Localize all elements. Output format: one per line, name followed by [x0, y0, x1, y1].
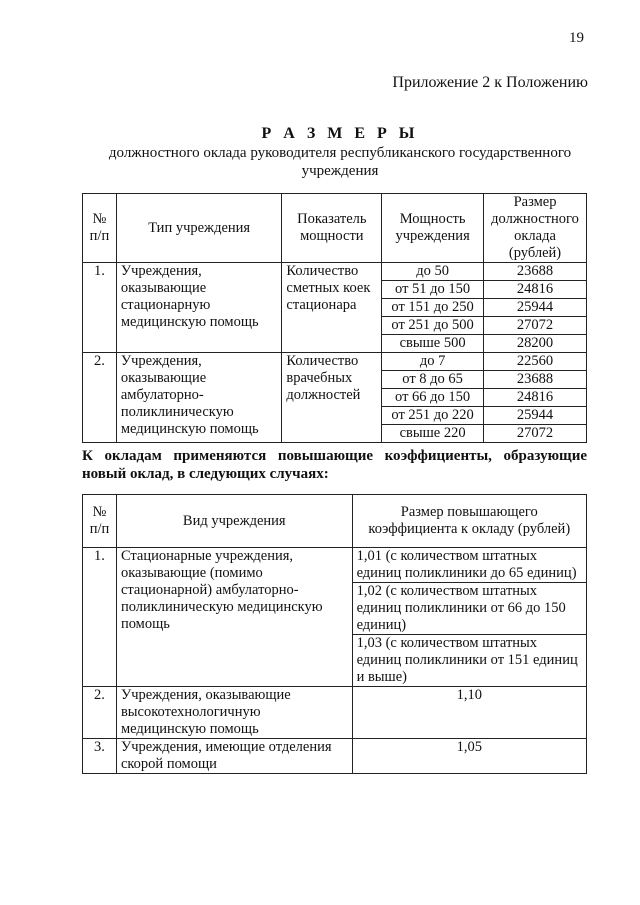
salary-value: 27072 [484, 317, 587, 335]
subtitle-line-2: учреждения [301, 163, 379, 179]
header-coefficient: Размер повышающего коэффициента к окладу (рублей) [352, 495, 586, 548]
coefficient-value: 1,01 (с количеством штатных единиц поликлиники до 65 единиц) [352, 548, 586, 583]
salary-value: 23688 [484, 371, 587, 389]
institution-kind: Стационарные учреждения, оказывающие (помимо стационарной) амбулаторно-поликлиническую медицинскую помощь [116, 548, 352, 687]
capacity-range: до 50 [382, 263, 484, 281]
institution-kind: Учреждения, оказывающие высокотехнологичную медицинскую помощь [116, 687, 352, 739]
table-row [83, 739, 587, 774]
header-capacity: Мощность учреждения [382, 194, 484, 263]
salary-table [82, 193, 587, 443]
capacity-range: свыше 220 [382, 425, 484, 443]
coefficient-note: К окладам применяются повышающие коэффициенты, образующие новый оклад, в следующих случаях: [82, 448, 587, 482]
table-row [83, 263, 587, 281]
coefficient-value: 1,05 [352, 739, 586, 774]
institution-type: Учреждения, оказывающие амбулаторно-поликлиническую медицинскую помощь [116, 353, 282, 443]
salary-value: 24816 [484, 389, 587, 407]
salary-value: 22560 [484, 353, 587, 371]
capacity-range: от 251 до 220 [382, 407, 484, 425]
capacity-range: от 8 до 65 [382, 371, 484, 389]
capacity-range: от 151 до 250 [382, 299, 484, 317]
salary-value: 28200 [484, 335, 587, 353]
salary-table-header [83, 194, 587, 263]
row-num: 2. [83, 353, 117, 443]
table-row [83, 353, 587, 371]
capacity-indicator: Количество врачебных должностей [282, 353, 382, 443]
capacity-range: от 51 до 150 [382, 281, 484, 299]
coefficient-value: 1,02 (с количеством штатных единиц поликлиники от 66 до 150 единиц) [352, 583, 586, 635]
title-block [60, 124, 620, 180]
subtitle-line-1: должностного оклада руководителя республиканского государственного [108, 145, 572, 161]
row-num: 2. [83, 687, 117, 739]
salary-value: 25944 [484, 299, 587, 317]
header-salary: Размер должностного оклада (рублей) [484, 194, 587, 263]
row-num: 3. [83, 739, 117, 774]
institution-kind: Учреждения, имеющие отделения скорой помощи [116, 739, 352, 774]
coefficient-table-header [83, 495, 587, 548]
header-type: Тип учреждения [116, 194, 282, 263]
salary-value: 23688 [484, 263, 587, 281]
header-num: № п/п [83, 495, 117, 548]
salary-value: 24816 [484, 281, 587, 299]
header-indicator: Показатель мощности [282, 194, 382, 263]
row-num: 1. [83, 263, 117, 353]
coefficient-table [82, 494, 587, 774]
coefficient-value: 1,10 [352, 687, 586, 739]
table-row [83, 687, 587, 739]
salary-value: 27072 [484, 425, 587, 443]
capacity-range: от 66 до 150 [382, 389, 484, 407]
table-row [83, 548, 587, 583]
header-num: № п/п [83, 194, 117, 263]
document-title: Р А З М Е Р Ы [261, 125, 419, 142]
capacity-range: от 251 до 500 [382, 317, 484, 335]
appendix-label: Приложение 2 к Положению [392, 74, 588, 91]
institution-type: Учреждения, оказывающие стационарную медицинскую помощь [116, 263, 282, 353]
page-number: 19 [569, 30, 584, 46]
header-institution-kind: Вид учреждения [116, 495, 352, 548]
capacity-range: до 7 [382, 353, 484, 371]
capacity-range: свыше 500 [382, 335, 484, 353]
salary-value: 25944 [484, 407, 587, 425]
row-num: 1. [83, 548, 117, 687]
capacity-indicator: Количество сметных коек стационара [282, 263, 382, 353]
coefficient-value: 1,03 (с количеством штатных единиц поликлиники от 151 единиц и выше) [352, 635, 586, 687]
